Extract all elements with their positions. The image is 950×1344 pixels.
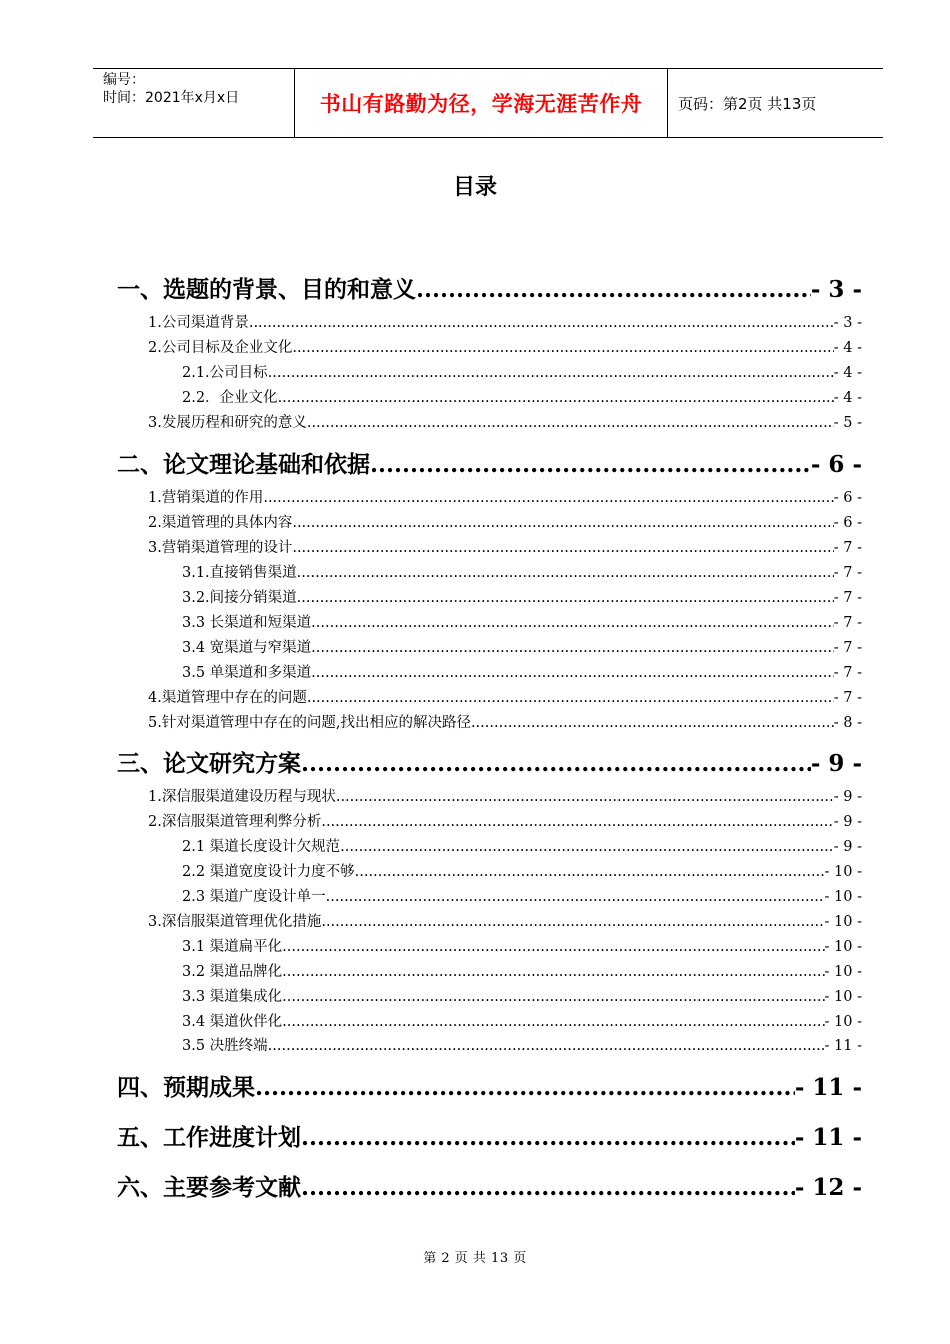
toc-entry-page: - 11 - (824, 1038, 862, 1054)
toc-entry-page: - 4 - (833, 390, 862, 406)
toc-entry-page: - 6 - (810, 451, 862, 478)
toc-entry-page: - 7 - (833, 615, 862, 631)
toc-entry-title: 3.2.间接分销渠道 (182, 590, 297, 606)
toc-entry[interactable] (148, 711, 862, 731)
toc-entry-page: - 9 - (833, 839, 862, 855)
toc-entry[interactable] (182, 561, 862, 581)
toc-entry[interactable] (182, 1034, 862, 1054)
toc-entry-page: - 3 - (833, 315, 862, 331)
toc-entry-page: - 4 - (833, 340, 862, 356)
motto-text: 书山有路勤为径，学海无涯苦作舟 (319, 92, 643, 116)
toc-leader-dots (255, 1074, 795, 1101)
toc-entry-title: 3.1 渠道扁平化 (182, 939, 283, 955)
toc-leader-dots (416, 276, 811, 303)
toc-entry-page: - 11 - (794, 1074, 862, 1101)
toc-entry[interactable] (182, 860, 862, 880)
toc-leader-dots (307, 690, 834, 706)
toc-entry[interactable] (148, 336, 862, 356)
toc-entry-title: 1.公司渠道背景 (148, 315, 249, 331)
toc-entry-title: 5.针对渠道管理中存在的问题,找出相应的解决路径 (148, 715, 471, 731)
toc-leader-dots (340, 839, 834, 855)
toc-entry[interactable] (148, 785, 862, 805)
toc-entry-page: - 7 - (833, 690, 862, 706)
toc-entry-page: - 10 - (824, 889, 862, 905)
toc-entry[interactable] (117, 271, 862, 301)
toc-entry-page: - 6 - (833, 515, 862, 531)
number-label: 编号： (103, 72, 145, 88)
toc-title: 目录 (452, 175, 497, 200)
toc-entry-title: 3.3 长渠道和短渠道 (182, 615, 312, 631)
toc-entry-page: - 9 - (810, 750, 862, 777)
toc-entry-page: - 12 - (794, 1174, 862, 1201)
toc-entry-page: - 11 - (794, 1124, 862, 1151)
toc-leader-dots (326, 889, 825, 905)
toc-entry-page: - 7 - (833, 590, 862, 606)
toc-entry-title: 3.5 单渠道和多渠道 (182, 665, 312, 681)
time-label: 时间：2021年x月x日 (103, 90, 240, 106)
toc-entry[interactable] (117, 446, 862, 476)
toc-entry-page: - 6 - (833, 490, 862, 506)
toc-leader-dots (370, 451, 811, 478)
toc-entry-page: - 10 - (824, 1014, 862, 1030)
toc-leader-dots (321, 914, 824, 930)
toc-leader-dots (278, 390, 834, 406)
toc-entry-title: 2.1 渠道长度设计欠规范 (182, 839, 341, 855)
page-footer: 第 2 页 共 13 页 (423, 1251, 527, 1266)
toc-entry-page: - 5 - (833, 415, 862, 431)
toc-entry-title: 3.4 渠道伙伴化 (182, 1014, 283, 1030)
toc-entry[interactable] (117, 1069, 862, 1099)
toc-leader-dots (355, 864, 825, 880)
toc-entry-page: - 10 - (824, 914, 862, 930)
toc-entry-page: - 9 - (833, 789, 862, 805)
toc-entry[interactable] (182, 1010, 862, 1030)
toc-entry[interactable] (117, 1169, 862, 1199)
toc-entry-title: 3.2 渠道品牌化 (182, 964, 283, 980)
toc-entry[interactable] (148, 536, 862, 556)
toc-entry-title: 2.公司目标及企业文化 (148, 340, 293, 356)
toc-leader-dots (282, 939, 824, 955)
toc-leader-dots (321, 814, 833, 830)
toc-entry-title: 四、预期成果 (117, 1075, 255, 1101)
toc-leader-dots (301, 1124, 795, 1151)
toc-leader-dots (282, 989, 824, 1005)
toc-leader-dots (301, 750, 811, 777)
toc-entry[interactable] (182, 661, 862, 681)
page-header (93, 68, 883, 138)
toc-entry[interactable] (182, 636, 862, 656)
toc-entry-page: - 10 - (824, 939, 862, 955)
toc-entry-page: - 7 - (833, 540, 862, 556)
header-motto-cell (295, 69, 668, 137)
header-page-cell (668, 69, 883, 137)
toc-entry[interactable] (148, 511, 862, 531)
toc-entry[interactable] (182, 586, 862, 606)
toc-entry[interactable] (148, 910, 862, 930)
header-meta-cell (93, 69, 295, 137)
page-info: 页码：第2页 共13页 (678, 94, 817, 113)
toc-entry[interactable] (182, 960, 862, 980)
toc-entry-page: - 10 - (824, 989, 862, 1005)
toc-entry-title: 1.营销渠道的作用 (148, 490, 264, 506)
toc-entry-title: 三、论文研究方案 (117, 751, 301, 777)
toc-entry-title: 3.4 宽渠道与窄渠道 (182, 640, 312, 656)
toc-leader-dots (292, 515, 833, 531)
toc-leader-dots (297, 565, 834, 581)
toc-leader-dots (307, 415, 834, 431)
toc-entry-page: - 7 - (833, 565, 862, 581)
toc-entry-title: 3.营销渠道管理的设计 (148, 540, 293, 556)
toc-entry-title: 2.3 渠道广度设计单一 (182, 889, 326, 905)
toc-leader-dots (268, 1038, 825, 1054)
toc-entry[interactable] (148, 686, 862, 706)
toc-leader-dots (471, 715, 834, 731)
toc-leader-dots (282, 964, 824, 980)
toc-entry[interactable] (182, 885, 862, 905)
toc-entry-title: 五、工作进度计划 (117, 1125, 301, 1151)
toc-leader-dots (268, 365, 834, 381)
toc-entry[interactable] (182, 361, 862, 381)
toc-leader-dots (292, 340, 833, 356)
toc-leader-dots (301, 1174, 795, 1201)
toc-leader-dots (249, 315, 834, 331)
toc-entry-title: 2.渠道管理的具体内容 (148, 515, 293, 531)
toc-entry-title: 二、论文理论基础和依据 (117, 452, 370, 478)
toc-entry[interactable] (182, 386, 862, 406)
toc-entry[interactable] (148, 411, 862, 431)
toc-entry-title: 3.3 渠道集成化 (182, 989, 283, 1005)
toc-entry-title: 六、主要参考文献 (117, 1175, 301, 1201)
toc-entry-page: - 10 - (824, 864, 862, 880)
toc-entry[interactable] (182, 611, 862, 631)
toc-entry-title: 3.1.直接销售渠道 (182, 565, 297, 581)
toc-entry-title: 1.深信服渠道建设历程与现状 (148, 789, 336, 805)
toc-entry[interactable] (148, 810, 862, 830)
toc-leader-dots (311, 615, 834, 631)
toc-leader-dots (311, 640, 834, 656)
toc-leader-dots (336, 789, 834, 805)
toc-entry[interactable] (148, 311, 862, 331)
toc-entry-page: - 10 - (824, 964, 862, 980)
toc-entry-title: 一、选题的背景、目的和意义 (117, 277, 416, 303)
toc-entry-title: 3.发展历程和研究的意义 (148, 415, 307, 431)
toc-entry-title: 4.渠道管理中存在的问题 (148, 690, 307, 706)
toc-entry-page: - 4 - (833, 365, 862, 381)
toc-leader-dots (292, 540, 833, 556)
toc-entry[interactable] (182, 935, 862, 955)
toc-entry[interactable] (117, 745, 862, 775)
toc-entry-title: 3.深信服渠道管理优化措施 (148, 914, 322, 930)
toc-entry-title: 2.2 渠道宽度设计力度不够 (182, 864, 355, 880)
toc-entry-title: 2.深信服渠道管理利弊分析 (148, 814, 322, 830)
toc-leader-dots (297, 590, 834, 606)
toc-entry-page: - 8 - (833, 715, 862, 731)
toc-leader-dots (311, 665, 834, 681)
toc-entry-page: - 7 - (833, 665, 862, 681)
toc-entry-page: - 9 - (833, 814, 862, 830)
toc-entry-page: - 7 - (833, 640, 862, 656)
toc-entry[interactable] (182, 835, 862, 855)
toc-entry[interactable] (148, 486, 862, 506)
toc-leader-dots (263, 490, 833, 506)
toc-entry-title: 2.1.公司目标 (182, 365, 268, 381)
toc-entry[interactable] (182, 985, 862, 1005)
toc-entry-title: 3.5 决胜终端 (182, 1038, 268, 1054)
toc-leader-dots (282, 1014, 824, 1030)
toc-entry[interactable] (117, 1119, 862, 1149)
toc-entry-page: - 3 - (810, 276, 862, 303)
toc-entry-title: 2.2．企业文化 (182, 390, 278, 406)
